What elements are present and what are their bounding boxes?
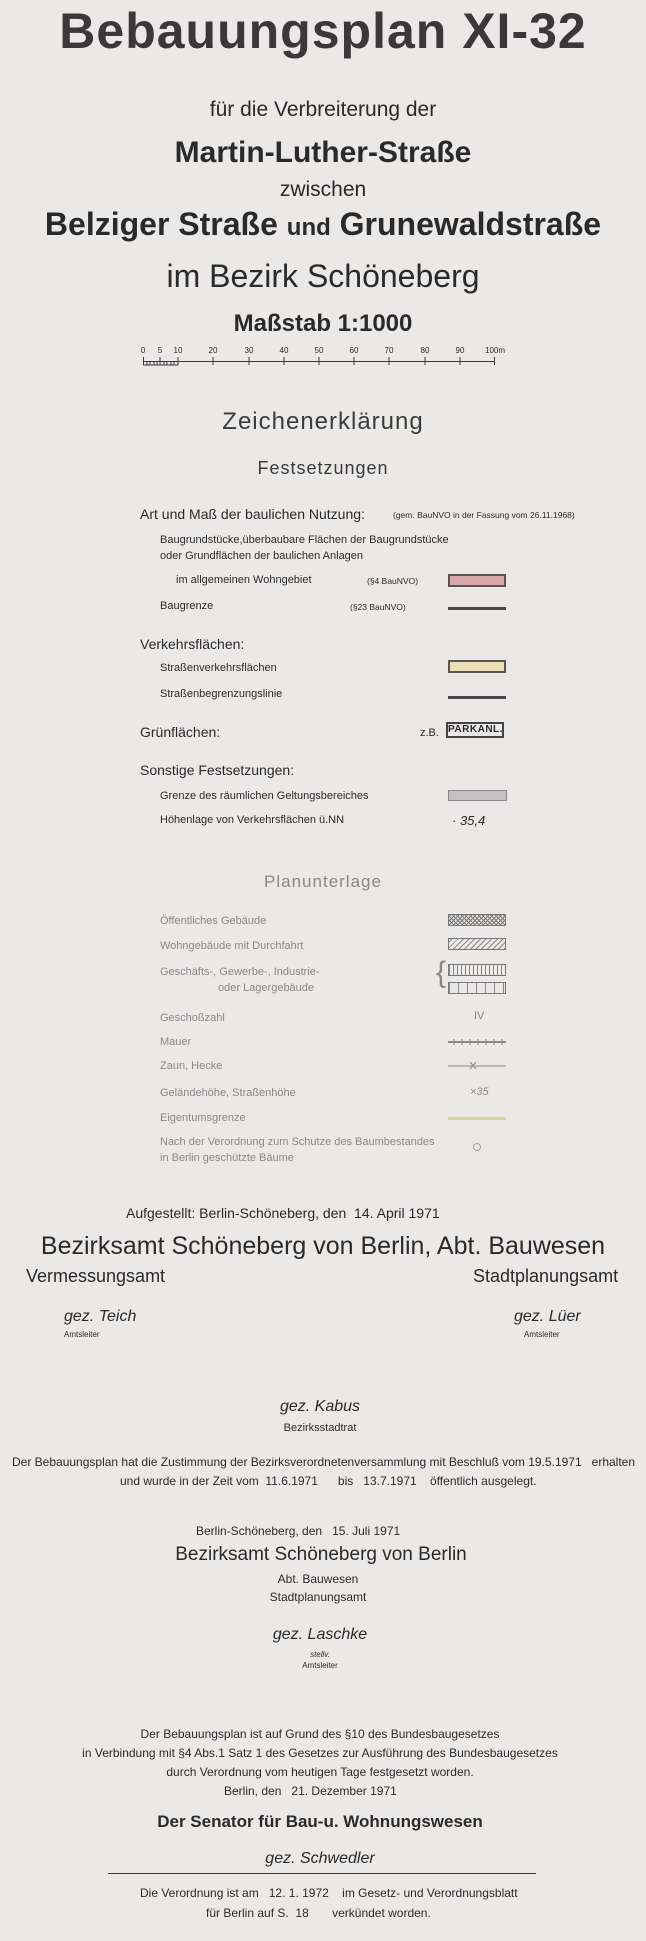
signature-lueer: gez. Lüer <box>514 1308 581 1325</box>
stadtplanungsamt: Stadtplanungsamt <box>473 1266 619 1286</box>
ort2-date: 15. Juli 1971 <box>332 1524 401 1538</box>
oeffentlich-label: Öffentliches Gebäude <box>160 915 267 927</box>
verordnung-line-1 <box>140 1886 518 1900</box>
plan-title: Bebauungsplan XI-32 <box>59 3 587 59</box>
scale-label: 100m <box>484 346 506 355</box>
signature-teich: gez. Teich <box>64 1308 137 1325</box>
art-mass-heading: Art und Maß der baulichen Nutzung: <box>140 506 365 522</box>
mauer-label: Mauer <box>160 1036 192 1048</box>
mauer-symbol <box>448 1038 506 1046</box>
subtitle-between: zwischen <box>279 178 367 201</box>
stadtplanungsamt-2: Stadtplanungsamt <box>269 1590 367 1604</box>
abt-bauwesen: Abt. Bauwesen <box>277 1572 359 1586</box>
scale-ticks <box>140 346 495 366</box>
ort-line-2 <box>196 1524 400 1538</box>
wohngebaeude-label: Wohngebäude mit Durchfahrt <box>160 940 304 952</box>
amtsleiter-right: Amtsleiter <box>524 1330 560 1339</box>
bezirksamt-2: Bezirksamt Schöneberg von Berlin <box>175 1544 467 1565</box>
baeume-label-1: Nach der Verordnung zum Schutze des Baumbestandes <box>160 1136 435 1148</box>
aufgestellt-date: 14. April 1971 <box>354 1205 440 1221</box>
zustimmung-line-1 <box>12 1455 635 1469</box>
festgesetzt-line-3: durch Verordnung vom heutigen Tage festgesetzt worden. <box>166 1765 474 1779</box>
baugrenze-ref: (§23 BauNVO) <box>350 602 406 612</box>
amtsleiter-laschke: Amtsleiter <box>302 1661 338 1670</box>
art-mass-note: (gem. BauNVO in der Fassung vom 26.11.1968) <box>393 510 575 520</box>
scale-label: 90 <box>455 346 465 355</box>
vermessungsamt: Vermessungsamt <box>26 1266 166 1286</box>
baugrenze-line <box>448 607 506 610</box>
scale-label: 5 <box>157 346 163 355</box>
planunterlage-title: Planunterlage <box>264 872 382 891</box>
scale-label: 80 <box>420 346 430 355</box>
eigentum-line <box>448 1117 506 1120</box>
zustimmung-line-2 <box>120 1474 537 1488</box>
tree-icon <box>472 1142 482 1152</box>
scale-label: 50 <box>314 346 324 355</box>
scale-title: Maßstab 1:1000 <box>233 310 413 337</box>
festgesetzt-line-2: in Verbindung mit §4 Abs.1 Satz 1 des Gesetzes zur Ausführung des Bundesbaugesetzes <box>82 1746 558 1760</box>
wohngebiet-swatch <box>448 574 506 587</box>
subtitle-purpose: für die Verbreiterung der <box>209 98 437 121</box>
verordnung-date: 12. 1. 1972 <box>268 1886 329 1900</box>
zaun-label: Zaun, Hecke <box>160 1060 223 1072</box>
zustimmung-period-text: und wurde in der Zeit vom <box>120 1474 259 1488</box>
geschaeft-symbol-1 <box>448 964 506 976</box>
signature-schwedler: gez. Schwedler <box>265 1850 375 1867</box>
zustimmung-erhalten: erhalten <box>591 1455 636 1469</box>
geschaeft-label-2: oder Lagergebäude <box>218 982 315 994</box>
hoehenlage-label: Höhenlage von Verkehrsflächen ü.NN <box>160 814 345 826</box>
geschaeft-label-1: Geschäfts-, Gewerbe-, Industrie- <box>160 966 320 978</box>
ort2-text: Berlin-Schöneberg, den <box>196 1524 323 1538</box>
grenze-geltung-swatch <box>448 790 507 801</box>
verordnung-fuer-berlin: für Berlin auf S. <box>206 1906 289 1920</box>
parkanl-symbol: PARKANL. <box>446 722 504 738</box>
grenze-geltung-label: Grenze des räumlichen Geltungsbereiches <box>160 790 369 802</box>
gruen-heading: Grünflächen: <box>140 724 221 740</box>
zustimmung-text: Der Bebauungsplan hat die Zustimmung der Bezirksverordnetenversammlung mit Beschluß vom <box>12 1455 525 1469</box>
baeume-label-2: in Berlin geschützte Bäume <box>160 1152 294 1164</box>
gelaende-label: Geländehöhe, Straßenhöhe <box>160 1087 296 1099</box>
ort-line-3 <box>224 1784 397 1798</box>
geschosszahl-symbol: IV <box>474 1010 485 1022</box>
scale-label: 0 <box>140 346 146 355</box>
subtitle-district: im Bezirk Schöneberg <box>166 258 480 294</box>
verordnung-gesetzblatt: im Gesetz- und Verordnungsblatt <box>342 1886 518 1900</box>
verordnung-text: Die Verordnung ist am <box>140 1886 259 1900</box>
bracket-icon: { <box>436 956 447 989</box>
zustimmung-bis: bis <box>337 1474 354 1488</box>
subtitle-street: Martin-Luther-Straße <box>174 136 472 169</box>
signature-laschke: gez. Laschke <box>272 1626 368 1643</box>
verordnung-verkuendet: verkündet worden. <box>332 1906 431 1920</box>
verkehr-heading: Verkehrsflächen: <box>140 636 245 652</box>
strassenverkehr-label: Straßenverkehrsflächen <box>160 662 277 674</box>
aufgestellt-line <box>126 1205 440 1221</box>
wohngebiet-label: im allgemeinen Wohngebiet <box>176 574 312 586</box>
strassenbegrenzung-label: Straßenbegrenzungslinie <box>160 688 283 700</box>
scale-bar <box>140 346 506 366</box>
geschosszahl-label: Geschoßzahl <box>160 1012 225 1024</box>
zustimmung-ausgelegt: öffentlich ausgelegt. <box>430 1474 537 1488</box>
scale-label: 40 <box>279 346 289 355</box>
eigentum-label: Eigentumsgrenze <box>160 1112 246 1124</box>
scale-label: 70 <box>384 346 394 355</box>
signature-kabus: gez. Kabus <box>279 1398 361 1415</box>
festgesetzt-line-1: Der Bebauungsplan ist auf Grund des §10 des Bundesbaugesetzes <box>140 1727 500 1741</box>
wohngebiet-ref: (§4 BauNVO) <box>367 576 419 586</box>
divider-line <box>108 1873 536 1874</box>
strassenbegrenzung-line <box>448 696 506 699</box>
bezirksamt-heading: Bezirksamt Schöneberg von Berlin, Abt. Bauwesen <box>40 1232 606 1260</box>
verordnung-line-2 <box>206 1906 431 1920</box>
gruen-zb: z.B. <box>420 727 439 739</box>
zustimmung-to: 13.7.1971 <box>363 1474 417 1488</box>
baugrenze-label: Baugrenze <box>160 600 214 612</box>
festsetzungen-title: Festsetzungen <box>257 458 389 478</box>
hoehenlage-value: · 35,4 <box>452 813 486 828</box>
bezirksstadtrat: Bezirksstadtrat <box>283 1422 357 1434</box>
oeffentlich-symbol <box>448 914 506 926</box>
gelaende-symbol: ×35 <box>470 1086 489 1098</box>
stellv: stellv. <box>310 1650 330 1659</box>
street-b: Grunewaldstraße <box>339 206 602 242</box>
scale-label: 20 <box>208 346 218 355</box>
verordnung-page: 18 <box>295 1906 309 1920</box>
subtitle-streets <box>0 206 646 243</box>
ort3-date: 21. Dezember 1971 <box>291 1784 397 1798</box>
amtsleiter-left: Amtsleiter <box>64 1330 100 1339</box>
zustimmung-from: 11.6.1971 <box>265 1474 318 1488</box>
scale-label: 10 <box>173 346 183 355</box>
street-a: Belziger Straße <box>44 206 278 242</box>
geschaeft-symbol-2 <box>448 982 506 994</box>
zustimmung-date: 19.5.1971 <box>528 1455 582 1469</box>
baugrund-line1: Baugrundstücke,überbaubare Flächen der Baugrundstücke <box>160 534 449 546</box>
wohngebaeude-symbol <box>448 938 506 950</box>
baugrund-line2: oder Grundflächen der baulichen Anlagen <box>160 550 364 562</box>
aufgestellt-text: Aufgestellt: Berlin-Schöneberg, den <box>126 1205 347 1221</box>
ort3-text: Berlin, den <box>224 1784 282 1798</box>
zaun-symbol <box>448 1060 506 1070</box>
sonstige-heading: Sonstige Festsetzungen: <box>140 762 295 778</box>
scale-label: 30 <box>244 346 254 355</box>
scale-label: 60 <box>349 346 359 355</box>
senator: Der Senator für Bau-u. Wohnungswesen <box>157 1812 483 1831</box>
street-and: und <box>286 214 331 241</box>
legend-title: Zeichenerklärung <box>222 408 424 435</box>
strassenverkehr-swatch <box>448 660 506 673</box>
